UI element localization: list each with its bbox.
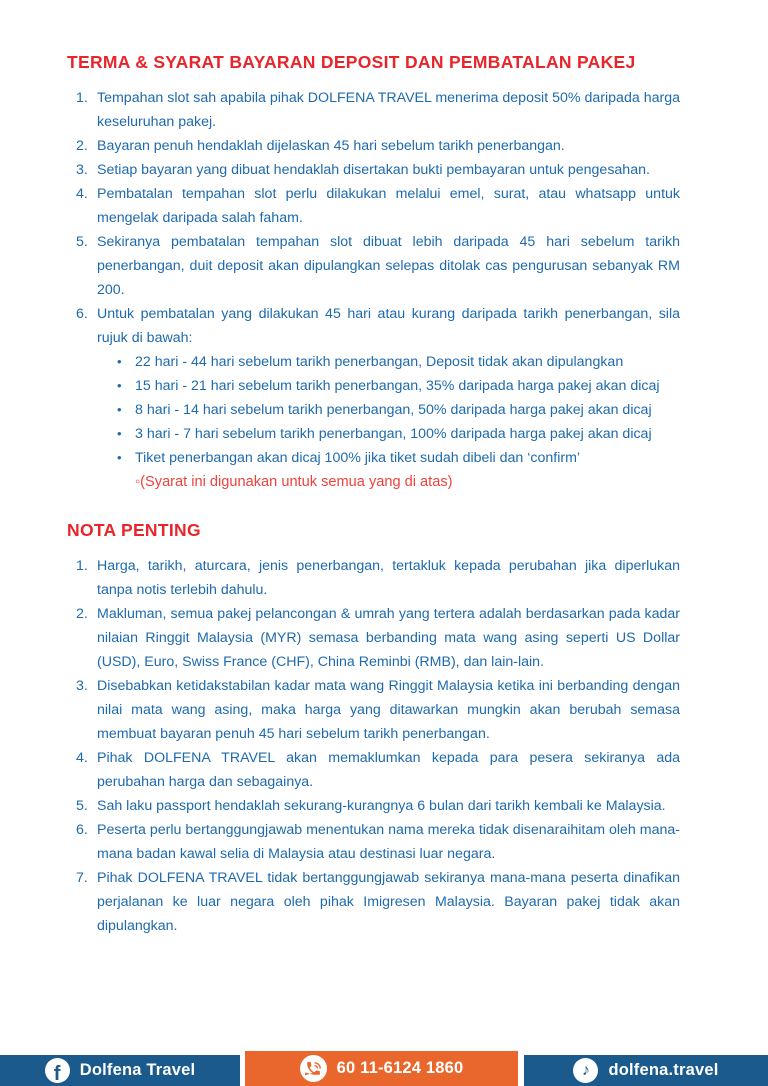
tiktok-handle-label: dolfena.travel (608, 1061, 719, 1079)
notes-item: Pihak DOLFENA TRAVEL akan memaklumkan kepada para pesera sekiranya ada perubahan harga dan sebagainya. (97, 750, 680, 790)
terms-section (67, 52, 680, 494)
terms-item: Setiap bayaran yang dibuat hendaklah disertakan bukti pembayaran untuk pengesahan. (97, 162, 650, 178)
terms-item-text: Untuk pembatalan yang dilakukan 45 hari atau kurang daripada tarikh penerbangan, sila rujuk di bawah: (97, 306, 680, 346)
footer-bar (0, 1050, 768, 1086)
notes-section (67, 520, 680, 938)
bullet-item: • 3 hari - 7 hari sebelum tarikh penerbangan, 100% daripada harga pakej akan dicaj (97, 422, 680, 446)
notes-item: Pihak DOLFENA TRAVEL tidak bertanggungjawab sekiranya mana-mana peserta dinafikan perjalanan ke luar negara oleh pihak Imigresen Malaysia. Bayaran pakej tidak akan dipulangkan. (97, 870, 680, 934)
terms-red-note: ◦(Syarat ini digunakan untuk semua yang di atas) (135, 474, 453, 490)
terms-item: Tempahan slot sah apabila pihak DOLFENA TRAVEL menerima deposit 50% daripada harga keseluruhan pakej. (97, 90, 680, 130)
terms-item: Pembatalan tempahan slot perlu dilakukan melalui emel, surat, atau whatsapp untuk mengelak daripada salah faham. (97, 186, 680, 226)
cancellation-fee-bullets (97, 350, 680, 470)
bullet-item: • Tiket penerbangan akan dicaj 100% jika tiket sudah dibeli dan ‘confirm’ (97, 446, 680, 470)
bullet-item: • 22 hari - 44 hari sebelum tarikh penerbangan, Deposit tidak akan dipulangkan (97, 350, 680, 374)
terms-item: Sekiranya pembatalan tempahan slot dibuat lebih daripada 45 hari sebelum tarikh penerbangan, duit deposit akan dipulangkan selepas ditolak cas pengurusan sebanyak RM 200. (97, 234, 680, 298)
notes-item: Peserta perlu bertanggungjawab menentukan nama mereka tidak disenaraihitam oleh mana-mana badan kawal selia di Malaysia atau destinasi luar negara. (97, 822, 680, 862)
notes-item: Sah laku passport hendaklah sekurang-kurangnya 6 bulan dari tarikh kembali ke Malaysia. (97, 798, 666, 814)
notes-item: Makluman, semua pakej pelancongan & umrah yang tertera adalah berdasarkan pada kadar nilaian Ringgit Malaysia (MYR) semasa berbanding mata wang asing seperti US Dollar (USD), Euro, Swiss France (CHF), China Reminbi (RMB), dan lain-lain. (97, 606, 680, 670)
tiktok-icon: ♪ (573, 1058, 598, 1083)
bullet-item: • 15 hari - 21 hari sebelum tarikh penerbangan, 35% daripada harga pakej akan dicaj (97, 374, 680, 398)
notes-list (67, 554, 680, 938)
facebook-label: Dolfena Travel (79, 1061, 196, 1079)
footer-phone[interactable] (245, 1051, 518, 1086)
phone-icon (300, 1055, 327, 1082)
terms-title: TERMA & SYARAT BAYARAN DEPOSIT DAN PEMBATALAN PAKEJ (67, 52, 636, 72)
footer-tiktok[interactable] (524, 1055, 768, 1086)
notes-title: NOTA PENTING (67, 520, 201, 540)
phone-number-label: 60 11-6124 1860 (336, 1059, 464, 1077)
terms-list (67, 86, 680, 494)
facebook-icon: f (45, 1058, 70, 1083)
notes-item: Harga, tarikh, aturcara, jenis penerbangan, tertakluk kepada perubahan jika diperlukan tanpa notis terlebih dahulu. (97, 558, 680, 598)
section-spacer (67, 494, 680, 520)
terms-item (67, 302, 680, 494)
notes-item: Disebabkan ketidakstabilan kadar mata wang Ringgit Malaysia ketika ini berbanding dengan nilai mata wang asing, maka harga yang ditawarkan mungkin akan berubah semasa membuat bayaran penuh 45 hari sebelum tarikh penerbangan. (97, 678, 680, 742)
bullet-item: • 8 hari - 14 hari sebelum tarikh penerbangan, 50% daripada harga pakej akan dicaj (97, 398, 680, 422)
footer-facebook[interactable] (0, 1055, 240, 1086)
terms-item: Bayaran penuh hendaklah dijelaskan 45 hari sebelum tarikh penerbangan. (97, 138, 565, 154)
